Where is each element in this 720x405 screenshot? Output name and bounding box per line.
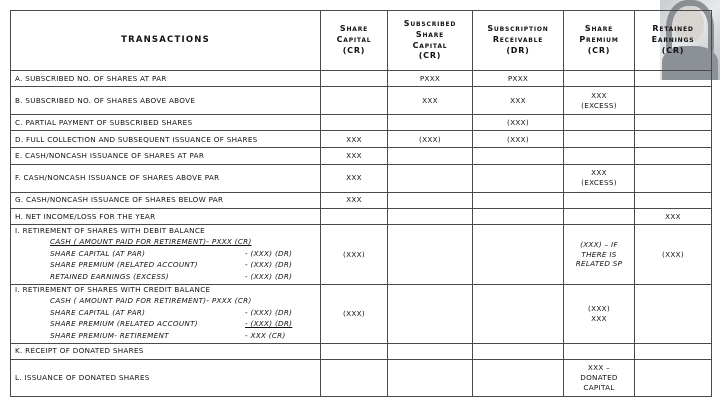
retire-credit-title: I. RETIREMENT OF SHARES WITH CREDIT BALANCE [15,285,211,295]
header-line: (CR) [342,45,366,55]
cell-receivable: XXX [473,87,564,115]
cell-subscribed [388,343,473,359]
cell-share-capital: (XXX) [321,224,388,284]
cell-receivable: PXXX [473,71,564,87]
retire-debit-line [15,260,316,272]
premium-line: (XXX) [588,304,610,314]
row-label: K. RECEIPT OF DONATED SHARES [11,343,321,359]
cell-premium [564,343,635,359]
transactions-table [10,10,712,397]
cell-subscribed [388,164,473,192]
cell-subscribed: XXX [388,87,473,115]
cell-premium [564,285,635,343]
retire-debit-line-text: CASH ( AMOUNT PAID FOR RETIREMENT)- PXXX (CR) [50,237,252,247]
cell-receivable [473,359,564,396]
cell-share-capital [321,71,388,87]
retire-debit-line-amount: - (XXX) (DR) [245,248,293,258]
cell-retained [635,71,712,87]
cell-share-capital [321,208,388,224]
row-label: A. SUBSCRIBED NO. OF SHARES AT PAR [11,71,321,87]
table-row [11,71,712,87]
table-row [11,115,712,131]
header-line: Capital [412,40,448,50]
row-label: B. SUBSCRIBED NO. OF SHARES ABOVE ABOVE [11,87,321,115]
table-row [11,192,712,208]
retire-debit-line [15,249,316,261]
premium-line: DONATED [580,372,618,382]
row-label-retire-debit [11,224,321,284]
cell-retained [635,87,712,115]
cell-subscribed [388,224,473,284]
cell-receivable [473,343,564,359]
header-line: (CR) [587,45,611,55]
header-line: Premium [579,35,619,45]
retire-credit-line [15,296,316,308]
retire-debit-line-amount: - (XXX) (DR) [245,271,293,281]
cell-retained [635,164,712,192]
cell-retained [635,131,712,148]
header-share-capital [321,11,388,71]
header-row [11,11,712,71]
retire-credit-line-text: SHARE CAPITAL (AT PAR) [50,307,146,317]
cell-share-capital [321,359,388,396]
header-line: Capital [336,35,372,45]
cell-premium [564,148,635,164]
cell-share-capital: XXX [321,148,388,164]
retire-debit-line-amount: - (XXX) (DR) [245,260,293,270]
header-line: Earnings [651,35,695,45]
retire-debit-line [15,272,316,284]
header-line: (DR) [506,45,530,55]
cell-premium [564,71,635,87]
header-line: Receivable [492,35,544,45]
retire-credit-line-amount: - XXX (CR) [245,330,286,340]
cell-subscribed [388,115,473,131]
cell-premium [564,359,635,396]
premium-line: XXX [591,168,607,178]
cell-premium [564,115,635,131]
cell-receivable [473,224,564,284]
cell-share-capital: XXX [321,131,388,148]
premium-line: XXX – [587,363,611,373]
row-label: E. CASH/NONCASH ISSUANCE OF SHARES AT PAR [11,148,321,164]
premium-line: THERE IS [581,249,617,259]
cell-retained [635,115,712,131]
cell-subscribed [388,359,473,396]
cell-subscribed [388,192,473,208]
cell-retained [635,148,712,164]
premium-line: (EXCESS) [581,178,617,188]
cell-share-capital: (XXX) [321,285,388,343]
cell-premium [564,87,635,115]
row-label: G. CASH/NONCASH ISSUANCE OF SHARES BELOW PAR [11,192,321,208]
header-line: Subscribed [403,18,457,28]
retire-credit-line [15,308,316,320]
cell-subscribed: PXXX [388,71,473,87]
premium-line: CAPITAL [583,382,615,392]
retire-debit-line [15,237,316,249]
retire-debit-line-text: RETAINED EARNINGS (EXCESS) [50,271,169,281]
cell-share-capital: XXX [321,192,388,208]
premium-line: (EXCESS) [581,100,617,110]
cell-receivable: (XXX) [473,115,564,131]
premium-line: XXX [591,90,607,100]
header-line: Share [415,29,445,39]
header-line: Retained [652,24,694,34]
cell-receivable [473,192,564,208]
cell-premium [564,131,635,148]
row-label-retire-credit [11,285,321,343]
cell-receivable [473,148,564,164]
table-row-retire-credit [11,285,712,343]
header-line: Share [584,24,614,34]
cell-receivable [473,285,564,343]
table-row [11,87,712,115]
cell-receivable [473,208,564,224]
cell-retained: XXX [635,208,712,224]
cell-subscribed: (XXX) [388,131,473,148]
header-line: (CR) [418,51,442,61]
cell-retained [635,343,712,359]
retire-credit-line [15,331,316,343]
header-share-premium [564,11,635,71]
cell-receivable [473,164,564,192]
row-label: C. PARTIAL PAYMENT OF SUBSCRIBED SHARES [11,115,321,131]
table-row [11,359,712,396]
cell-premium [564,164,635,192]
row-label: F. CASH/NONCASH ISSUANCE OF SHARES ABOVE PAR [11,164,321,192]
table-row [11,208,712,224]
retire-debit-line-text: SHARE PREMIUM (RELATED ACCOUNT) [50,260,198,270]
row-label: D. FULL COLLECTION AND SUBSEQUENT ISSUANCE OF SHARES [11,131,321,148]
retire-debit-line-text: SHARE CAPITAL (AT PAR) [50,248,146,258]
cell-share-capital [321,115,388,131]
retire-credit-line-amount: - (XXX) (DR) [245,307,293,317]
row-label: H. NET INCOME/LOSS FOR THE YEAR [11,208,321,224]
retire-credit-line [15,319,316,331]
cell-share-capital [321,87,388,115]
cell-subscribed [388,285,473,343]
table-row [11,164,712,192]
cell-premium [564,192,635,208]
table-row [11,343,712,359]
header-subscription-receivable [473,11,564,71]
header-line: (CR) [661,45,685,55]
cell-retained [635,359,712,396]
header-retained-earnings [635,11,712,71]
table-row-retire-debit [11,224,712,284]
retire-credit-line-text: CASH ( AMOUNT PAID FOR RETIREMENT)- PXXX (CR) [50,296,252,306]
cell-retained [635,285,712,343]
header-subscribed-share-capital [388,11,473,71]
cell-subscribed [388,148,473,164]
cell-receivable: (XXX) [473,131,564,148]
header-line: Share [339,24,369,34]
table-row [11,131,712,148]
cell-retained [635,192,712,208]
cell-retained: (XXX) [635,224,712,284]
cell-premium [564,208,635,224]
row-label: L. ISSUANCE OF DONATED SHARES [11,359,321,396]
header-line: Subscription [487,24,549,34]
cell-share-capital: XXX [321,164,388,192]
cell-subscribed [388,208,473,224]
retire-credit-line-amount: - (XXX) (DR) [245,319,293,329]
cell-share-capital [321,343,388,359]
cell-premium [564,224,635,284]
table-row [11,148,712,164]
retire-debit-title: I. RETIREMENT OF SHARES WITH DEBIT BALANCE [15,226,205,236]
header-transactions: TRANSACTIONS [11,11,321,71]
premium-line: (XXX) – IF [580,240,618,249]
retire-credit-line-text: SHARE PREMIUM- RETIREMENT [50,330,169,340]
premium-line: RELATED SP [575,259,623,269]
premium-line: XXX [591,313,607,323]
retire-credit-line-text: SHARE PREMIUM (RELATED ACCOUNT) [50,319,198,329]
